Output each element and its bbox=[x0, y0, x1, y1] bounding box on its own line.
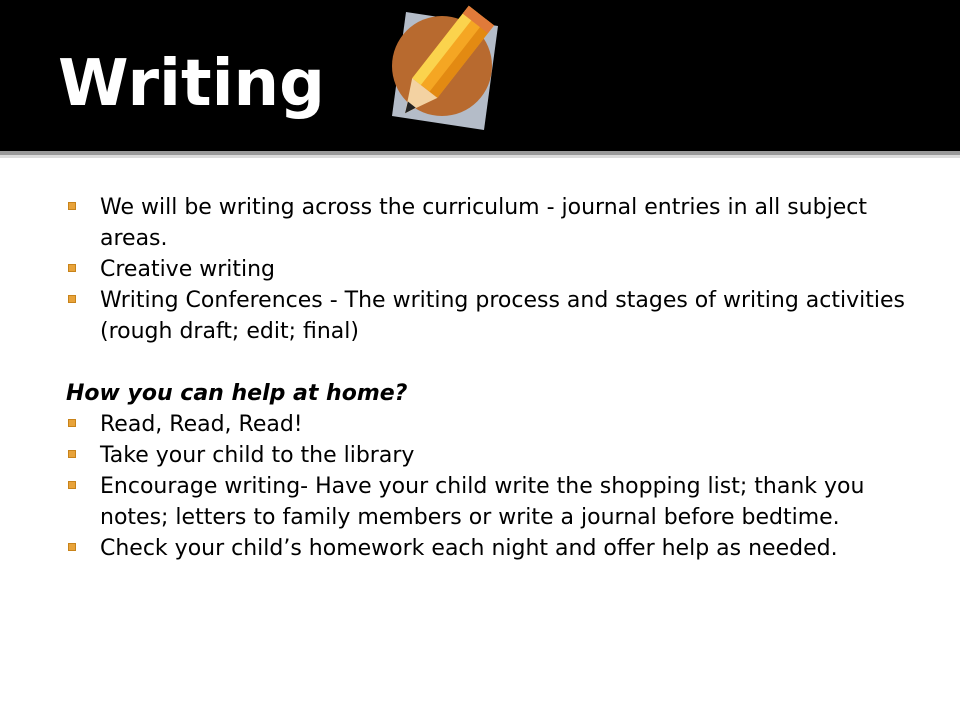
bullet-text: Check your child’s homework each night and offer help as needed. bbox=[100, 536, 838, 561]
slide-body bbox=[66, 192, 906, 564]
square-bullet-icon bbox=[68, 481, 76, 489]
slide-header bbox=[0, 0, 960, 151]
header-divider-light bbox=[0, 155, 960, 158]
square-bullet-icon bbox=[68, 202, 76, 210]
section-spacer bbox=[66, 347, 906, 378]
intro-bullet-list bbox=[66, 192, 906, 347]
bullet-text: Writing Conferences - The writing process and stages of writing activities (rough draft; edit; final) bbox=[100, 288, 905, 344]
home-bullet-list bbox=[66, 409, 906, 564]
bullet-text: Encourage writing- Have your child write the shopping list; thank you notes; letters to family members or write a journal before bedtime. bbox=[100, 474, 865, 530]
bullet-text: Creative writing bbox=[100, 257, 276, 282]
square-bullet-icon bbox=[68, 295, 76, 303]
square-bullet-icon bbox=[68, 419, 76, 427]
square-bullet-icon bbox=[68, 543, 76, 551]
square-bullet-icon bbox=[68, 450, 76, 458]
list-item bbox=[66, 254, 906, 285]
pencil-icon bbox=[372, 2, 502, 134]
list-item bbox=[66, 409, 906, 440]
bullet-text: Take your child to the library bbox=[100, 443, 415, 468]
list-item bbox=[66, 533, 906, 564]
square-bullet-icon bbox=[68, 264, 76, 272]
list-item bbox=[66, 192, 906, 254]
list-item bbox=[66, 471, 906, 533]
bullet-text: We will be writing across the curriculum - journal entries in all subject areas. bbox=[100, 195, 867, 251]
bullet-text: Read, Read, Read! bbox=[100, 412, 303, 437]
list-item bbox=[66, 285, 906, 347]
slide-title: Writing bbox=[58, 47, 325, 121]
home-help-heading: How you can help at home? bbox=[66, 381, 408, 406]
list-item bbox=[66, 440, 906, 471]
